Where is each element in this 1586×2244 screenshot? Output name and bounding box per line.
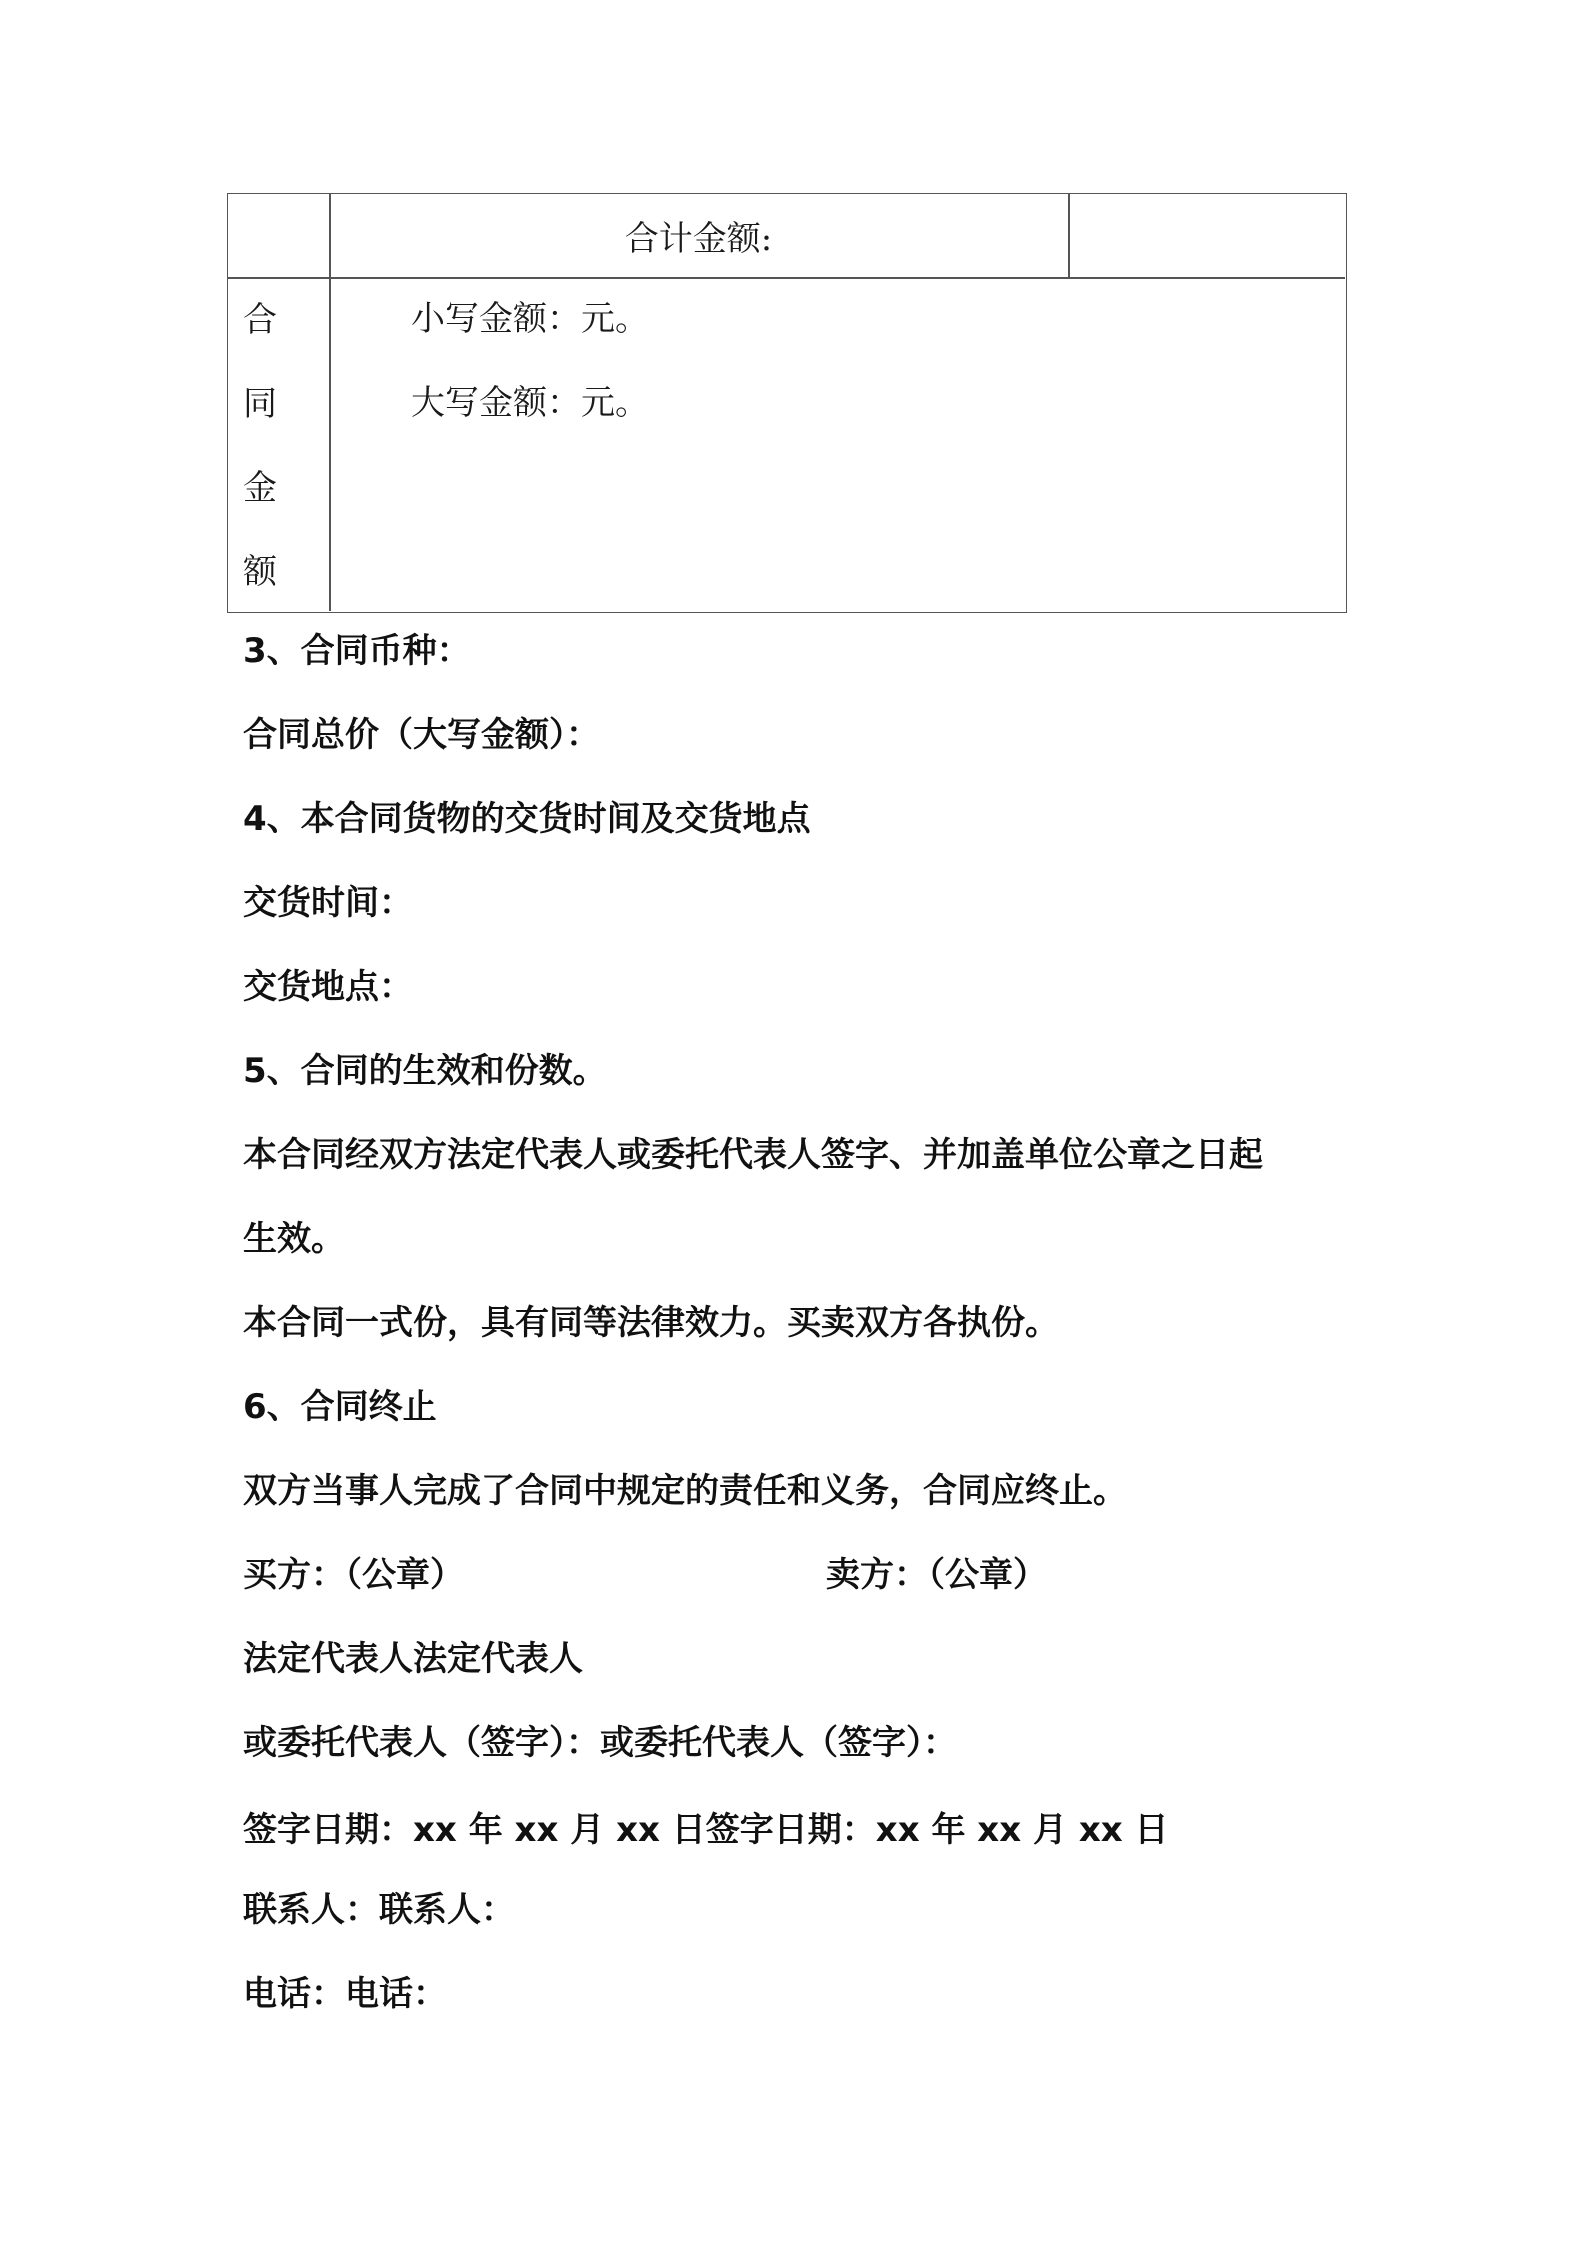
side-label-char: 额 — [243, 552, 277, 592]
large-amount-text: 大写金额：元。 — [411, 383, 649, 423]
contract-amount-table — [227, 193, 1347, 613]
legal-representative-line: 法定代表人法定代表人 — [243, 1639, 583, 1679]
authorized-representative-line: 或委托代表人（签字）：或委托代表人（签字）： — [243, 1723, 957, 1763]
seller-seal-label: 卖方：（公章） — [826, 1555, 1047, 1595]
effect-heading: 5、合同的生效和份数。 — [243, 1051, 607, 1091]
side-label-char: 金 — [243, 468, 277, 508]
side-label-char: 合 — [243, 300, 277, 340]
copies-text: 本合同一式份，具有同等法律效力。买卖双方各执份。 — [243, 1303, 1059, 1343]
delivery-heading: 4、本合同货物的交货时间及交货地点 — [243, 799, 811, 839]
table-column-divider — [1068, 194, 1070, 277]
delivery-place-line: 交货地点： — [243, 967, 413, 1007]
sign-date-line: 签字日期：xx 年 xx 月 xx 日签字日期：xx 年 xx 月 xx 日 — [243, 1810, 1169, 1850]
small-amount-text: 小写金额：元。 — [411, 299, 649, 339]
effect-text-line-1: 本合同经双方法定代表人或委托代表人签字、并加盖单位公章之日起 — [243, 1135, 1263, 1175]
buyer-seal-label: 买方：（公章） — [243, 1555, 464, 1595]
contact-line: 联系人：联系人： — [243, 1890, 515, 1930]
delivery-time-line: 交货时间： — [243, 883, 413, 923]
table-row-divider — [228, 277, 1345, 279]
total-price-line: 合同总价（大写金额）： — [243, 715, 600, 755]
effect-text-line-2: 生效。 — [243, 1219, 345, 1259]
termination-text: 双方当事人完成了合同中规定的责任和义务，合同应终止。 — [243, 1471, 1127, 1511]
side-label-char: 同 — [243, 384, 277, 424]
contract-amount-side-label — [228, 278, 328, 614]
termination-heading: 6、合同终止 — [243, 1387, 437, 1427]
currency-heading: 3、合同币种： — [243, 631, 471, 671]
total-amount-label: 合计金额: — [624, 219, 773, 259]
phone-line: 电话：电话： — [243, 1974, 447, 2014]
